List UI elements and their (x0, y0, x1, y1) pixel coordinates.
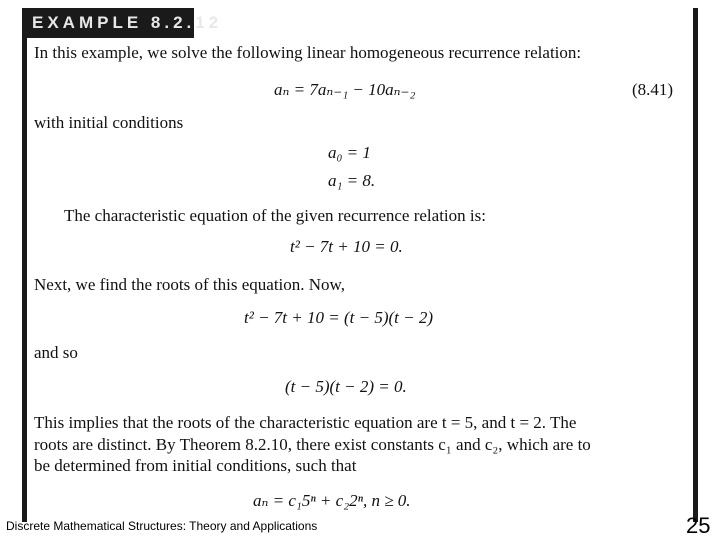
scan-right-edge (693, 8, 698, 522)
initial-condition-a1: a₁ = 8. (328, 171, 376, 190)
footer-title: Discrete Mathematical Structures: Theory and Applications (6, 519, 318, 533)
scan-left-edge (22, 8, 27, 522)
implies-line-3: be determined from initial conditions, such that (34, 456, 357, 475)
implies-line-1: This implies that the roots of the characteristic equation are t = 5, and t = 2. The (34, 413, 577, 432)
recurrence-equation: aₙ = 7aₙ₋₁ − 10aₙ₋₂ (274, 80, 416, 99)
page-number: 25 (686, 513, 711, 538)
intro-text: In this example, we solve the following linear homogeneous recurrence relation: (34, 43, 582, 62)
zero-equation: (t − 5)(t − 2) = 0. (285, 377, 407, 396)
implies-line-2: roots are distinct. By Theorem 8.2.10, there exist constants c₁ and c₂, which are to (34, 435, 591, 454)
characteristic-text: The characteristic equation of the given recurrence relation is: (64, 206, 486, 225)
characteristic-equation: t² − 7t + 10 = 0. (290, 237, 403, 256)
and-so-text: and so (34, 343, 78, 362)
next-roots-text: Next, we find the roots of this equation. Now, (34, 275, 345, 294)
with-initial-text: with initial conditions (34, 113, 184, 132)
initial-condition-a0: a₀ = 1 (328, 143, 371, 162)
equation-number: (8.41) (632, 80, 674, 99)
factored-equation: t² − 7t + 10 = (t − 5)(t − 2) (244, 308, 433, 327)
general-solution-equation: aₙ = c₁5ⁿ + c₂2ⁿ, n ≥ 0. (253, 491, 411, 510)
example-banner: EXAMPLE 8.2.12 (22, 8, 194, 38)
